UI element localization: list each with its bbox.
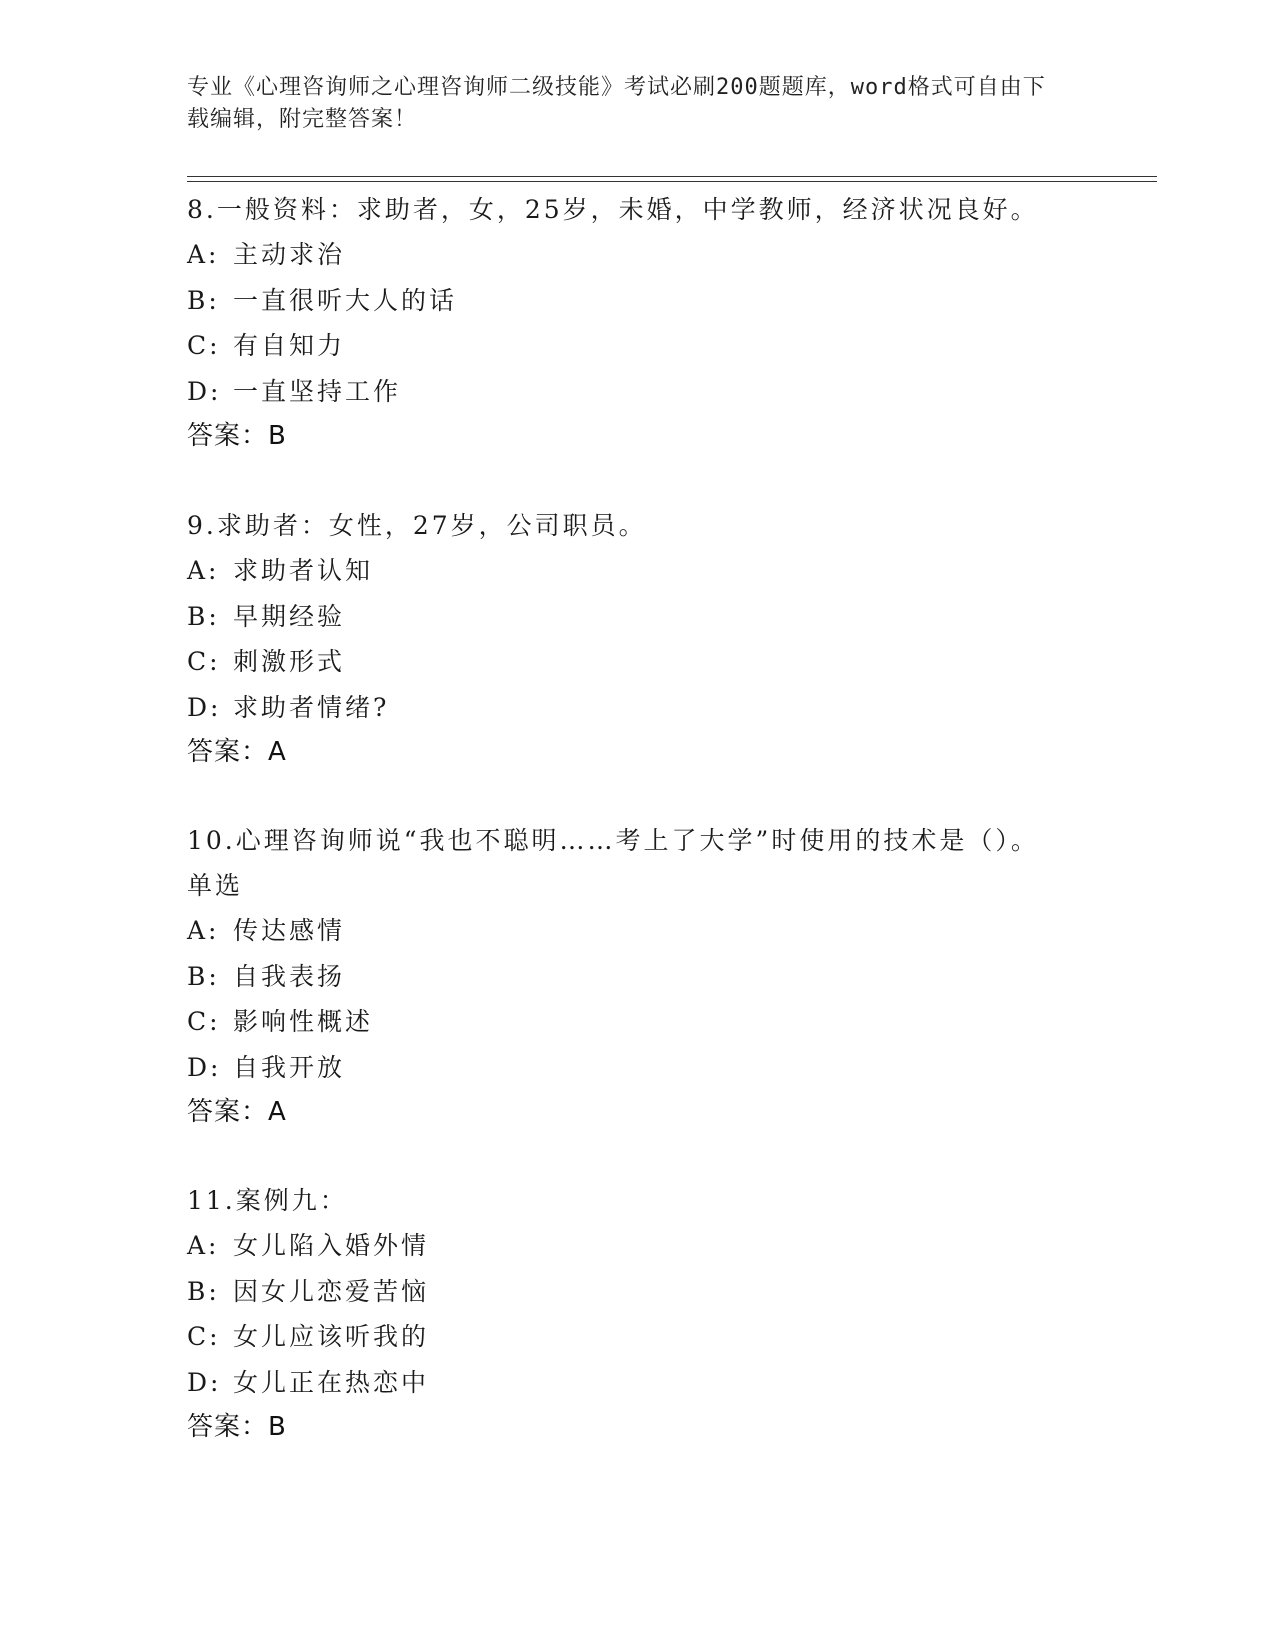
option-d — [187, 1360, 1087, 1406]
option-key: A: — [187, 916, 220, 945]
option-d — [187, 1045, 1087, 1091]
option-key: B: — [187, 601, 220, 631]
header-divider-top — [187, 176, 1157, 177]
option-key: A: — [187, 556, 220, 585]
option-key: B: — [187, 285, 220, 315]
header-divider-bottom — [187, 181, 1157, 182]
option-c — [187, 323, 1087, 369]
option-a — [187, 1223, 1087, 1269]
option-key: B: — [187, 1276, 220, 1306]
answer-label: 答案：A — [187, 1097, 287, 1127]
option-key: C: — [187, 1322, 221, 1351]
answer-label: 答案：B — [187, 1412, 287, 1442]
option-text: 求助者认知 — [233, 556, 374, 585]
option-text: 主动求治 — [233, 240, 346, 269]
option-key: D: — [187, 1367, 222, 1397]
option-key: D: — [187, 1052, 222, 1082]
option-key: D: — [187, 692, 222, 722]
question-9 — [187, 503, 1087, 775]
option-text: 影响性概述 — [233, 1007, 374, 1036]
option-c — [187, 1314, 1087, 1360]
option-b — [187, 278, 1087, 324]
option-a — [187, 908, 1087, 954]
question-text: 10.心理咨询师说“我也不聪明……考上了大学”时使用的技术是（）。单选 — [187, 826, 1039, 900]
option-key: A: — [187, 240, 220, 269]
option-key: C: — [187, 331, 221, 360]
answer-label: 答案：B — [187, 421, 287, 451]
document-header: 专业《心理咨询师之心理咨询师二级技能》考试必刷200题题库，word格式可自由下载编辑，附完整答案！ — [187, 75, 1046, 132]
option-text: 女儿应该听我的 — [233, 1322, 430, 1351]
question-text: 8.一般资料：求助者，女，25岁，未婚，中学教师，经济状况良好。 — [187, 195, 1039, 224]
option-text: 求助者情绪? — [233, 692, 390, 722]
answer-label: 答案：A — [187, 737, 287, 767]
question-8 — [187, 187, 1087, 459]
question-10 — [187, 818, 1087, 1135]
option-key: C: — [187, 647, 221, 676]
option-text: 一直坚持工作 — [233, 376, 402, 406]
option-text: 自我开放 — [233, 1052, 346, 1082]
option-text: 有自知力 — [233, 331, 346, 360]
question-11 — [187, 1178, 1087, 1450]
option-d — [187, 685, 1087, 731]
option-b — [187, 594, 1087, 640]
option-c — [187, 639, 1087, 685]
option-b — [187, 1269, 1087, 1315]
option-key: B: — [187, 961, 220, 991]
option-text: 传达感情 — [233, 916, 346, 945]
option-c — [187, 999, 1087, 1045]
option-text: 自我表扬 — [233, 961, 346, 991]
option-text: 女儿陷入婚外情 — [233, 1231, 430, 1260]
option-text: 因女儿恋爱苦恼 — [233, 1276, 430, 1306]
question-text: 9.求助者：女性，27岁，公司职员。 — [187, 511, 647, 540]
option-key: A: — [187, 1231, 220, 1260]
option-key: D: — [187, 376, 222, 406]
option-d — [187, 369, 1087, 415]
option-b — [187, 954, 1087, 1000]
option-a — [187, 548, 1087, 594]
question-text: 11.案例九： — [187, 1186, 348, 1215]
option-text: 女儿正在热恋中 — [233, 1367, 430, 1397]
option-text: 早期经验 — [233, 601, 346, 631]
option-key: C: — [187, 1007, 221, 1036]
option-text: 一直很听大人的话 — [233, 285, 458, 315]
option-text: 刺激形式 — [233, 647, 346, 676]
option-a — [187, 232, 1087, 278]
